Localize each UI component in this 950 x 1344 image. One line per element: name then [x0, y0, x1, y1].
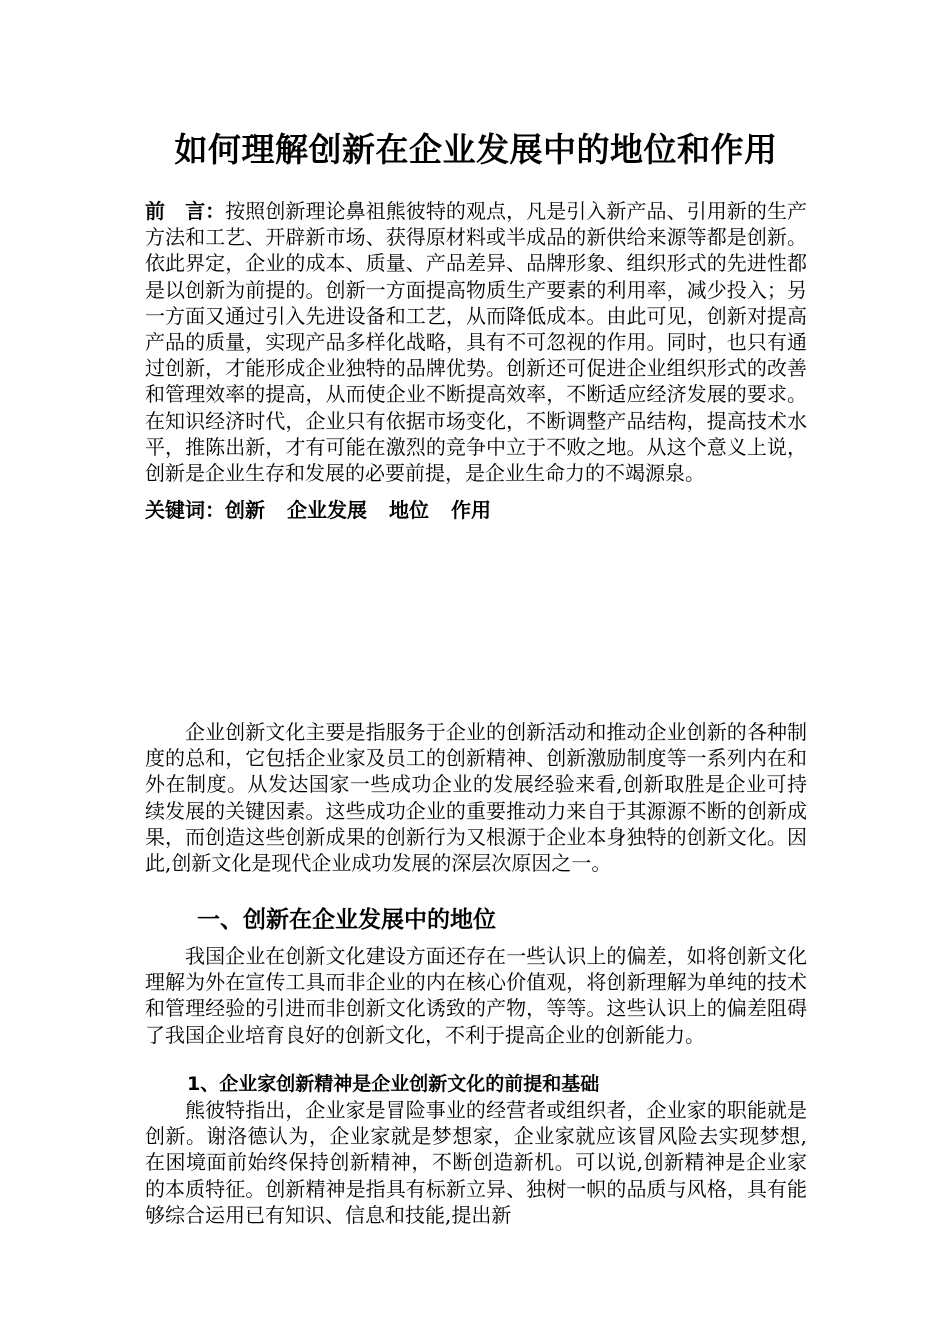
- preface-paragraph: [145, 198, 807, 486]
- preface-text: 按照创新理论鼻祖熊彼特的观点，凡是引入新产品、引用新的生产 方法和工艺、开辟新市场、获得原材料或半成品的新供给来源等都是创新。依此界定，企业的成本、质量、产品差异、品牌形象、组织形式的先进性都是以创新为前提的。创新一方面提高物质生产要素的利用率，减少投入；另一方面又通过引入先进设备和工艺，从而降低成本。由此可见，创新对提高产品的质量，实现产品多样化战略，具有不可忽视的作用。同时，也只有通过创新，才能形成企业独特的品牌优势。创新还可促进企业组织形式的改善和管理效率的提高，从而使企业不断提高效率，不断适应经济发展的要求。在知识经济时代，企业只有依据市场变化，不断调整产品结构，提高技术水平，推陈出新，才有可能在激烈的竞争中立于不败之地。从这个意义上说，创新是企业生存和发展的必要前提，是企业生命力的不竭源泉。: [145, 199, 807, 486]
- keyword-item: 作用: [451, 498, 491, 522]
- keyword-item: 企业发展: [287, 498, 367, 522]
- keyword-item: 地位: [389, 498, 429, 522]
- body-paragraph: 企业创新文化主要是指服务于企业的创新活动和推动企业创新的各种制度的总和，它包括企业家及员工的创新精神、创新激励制度等一系列内在和外在制度。从发达国家一些成功企业的发展经验来看,创新取胜是企业可持续发展的关键因素。这些成功企业的重要推动力来自于其源源不断的创新成果，而创造这些创新成果的创新行为又根源于企业本身独特的创新文化。因此,创新文化是现代企业成功发展的深层次原因之一。: [145, 720, 807, 876]
- document-title: 如何理解创新在企业发展中的地位和作用: [174, 130, 778, 169]
- body-paragraph: 我国企业在创新文化建设方面还存在一些认识上的偏差，如将创新文化理解为外在宣传工具而非企业的内在核心价值观，将创新理解为单纯的技术和管理经验的引进而非创新文化诱致的产物，等等。这些认识上的偏差阻碍了我国企业培育良好的创新文化，不利于提高企业的创新能力。: [145, 944, 807, 1047]
- keywords-label: 关键词：: [145, 498, 225, 522]
- section-heading: 一、创新在企业发展中的地位: [197, 907, 496, 933]
- keywords-line: [145, 497, 513, 523]
- body-paragraph: 熊彼特指出，企业家是冒险事业的经营者或组织者，企业家的职能就是创新。谢洛德认为，企业家就是梦想家，企业家就应该冒风险去实现梦想,在困境面前始终保持创新精神，不断创造新机。可以说,创新精神是企业家的本质特征。创新精神是指具有标新立异、独树一帜的品质与风格，具有能够综合运用已有知识、信息和技能,提出新: [145, 1098, 807, 1227]
- keyword-item: 创新: [225, 498, 265, 522]
- preface-label: 前 言：: [145, 199, 226, 223]
- subsection-heading: 1、企业家创新精神是企业创新文化的前提和基础: [187, 1073, 600, 1095]
